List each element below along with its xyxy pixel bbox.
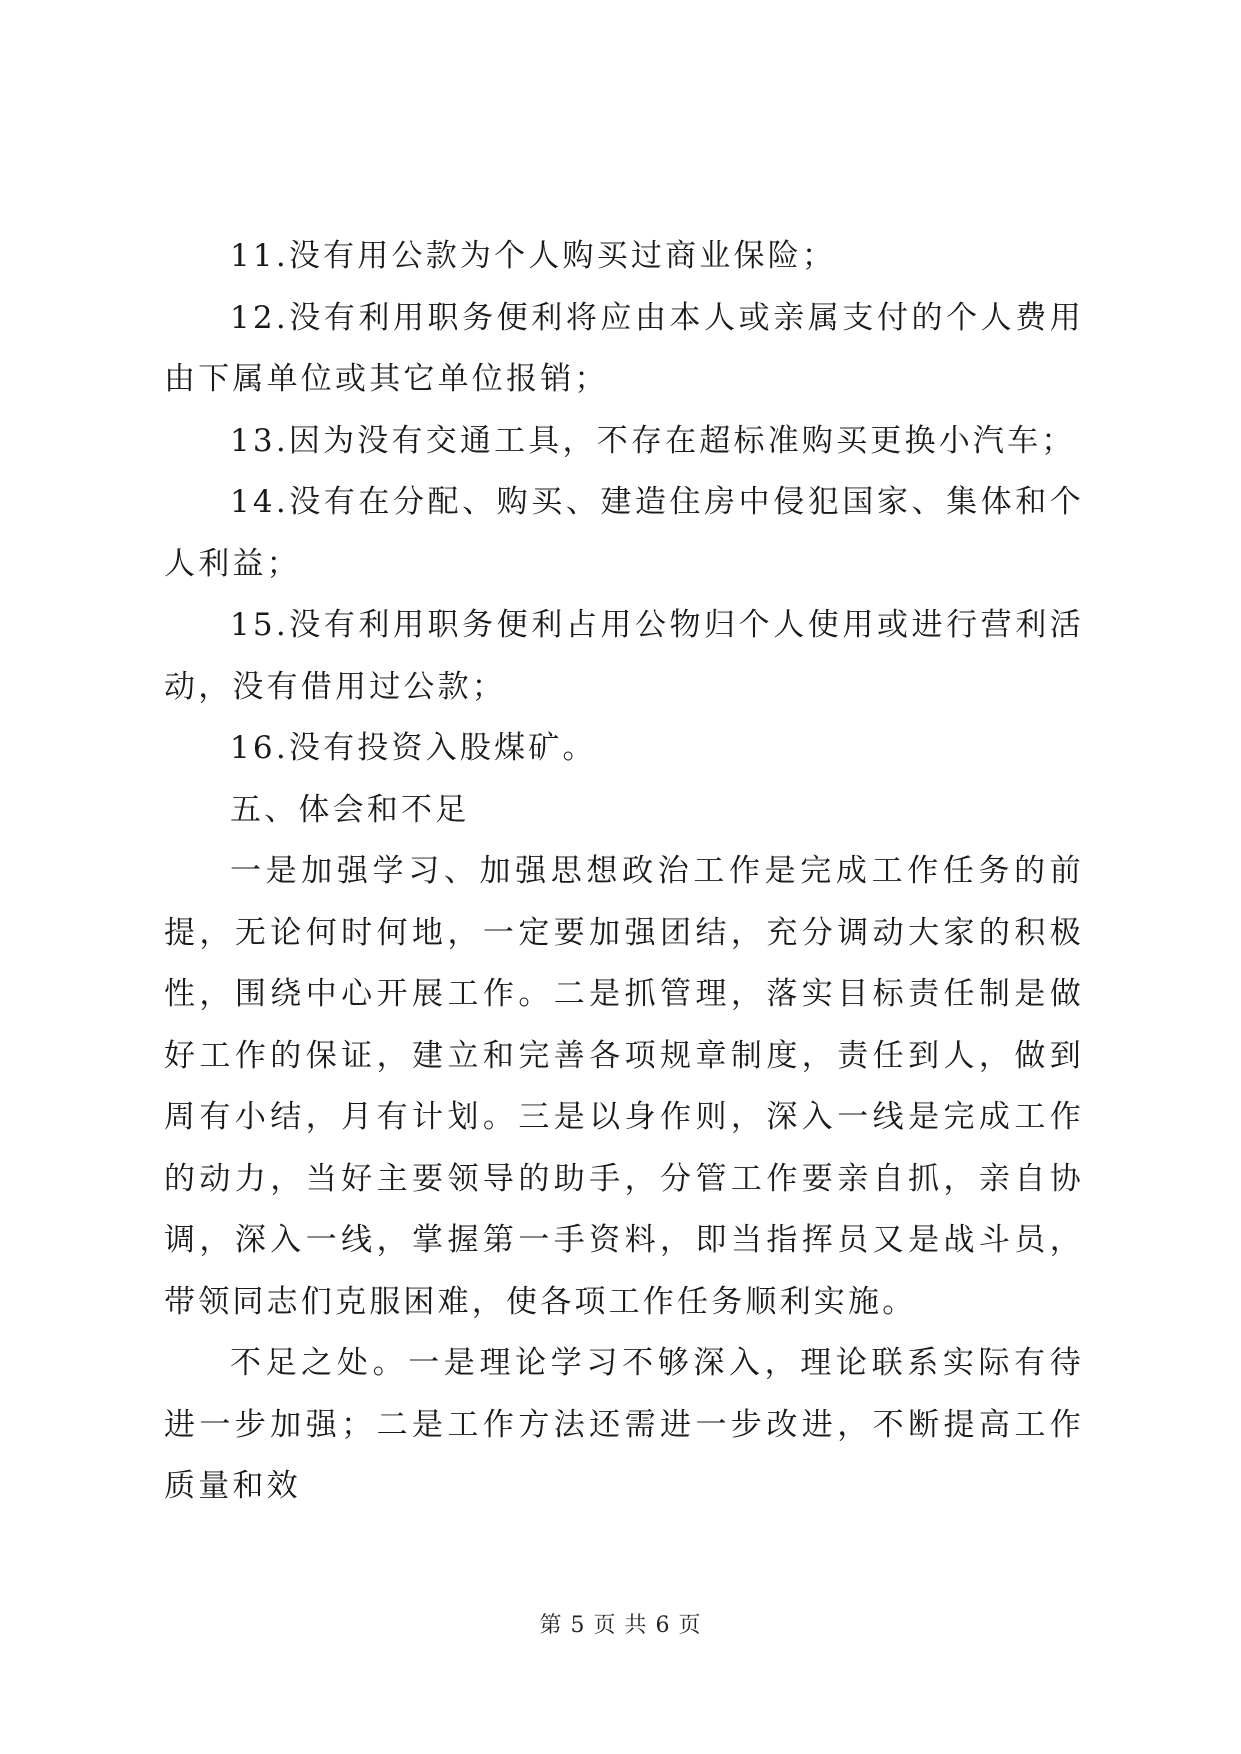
paragraph-item-16: 16.没有投资入股煤矿。 <box>230 730 597 766</box>
paragraph-item-11: 11.没有用公款为个人购买过商业保险； <box>230 238 837 274</box>
paragraph-experience: 一是加强学习、加强思想政治工作是完成工作任务的前提，无论何时何地，一定要加强团结，充分调动大家的积极性，围绕中心开展工作。二是抓管理，落实目标责任制是做好工作的保证，建立和完善各项规章制度，责任到人，做到周有小结，月有计划。三是以身作则，深入一线是完成工作的动力，当好主要领导的助手，分管工作要亲自抓，亲自协调，深入一线，掌握第一手资料，即当指挥员又是战斗员，带领同志们克服困难，使各项工作任务顺利实施。 <box>164 853 1084 1320</box>
document-body <box>164 226 1084 1518</box>
page-number-footer: 第 5 页 共 6 页 <box>539 1613 702 1638</box>
paragraph-item-13: 13.因为没有交通工具，不存在超标准购买更换小汽车； <box>230 422 1076 459</box>
paragraph-item-15: 15.没有利用职务便利占用公物归个人使用或进行营利活动，没有借用过公款； <box>164 607 1084 705</box>
paragraph-shortcomings: 不足之处。一是理论学习不够深入，理论联系实际有待进一步加强；二是工作方法还需进一步改进，不断提高工作质量和效 <box>164 1345 1084 1504</box>
paragraph-item-14: 14.没有在分配、购买、建造住房中侵犯国家、集体和个人利益； <box>164 484 1084 582</box>
section-heading: 五、体会和不足 <box>230 791 470 828</box>
paragraph-item-12: 12.没有利用职务便利将应由本人或亲属支付的个人费用由下属单位或其它单位报销； <box>164 299 1084 397</box>
